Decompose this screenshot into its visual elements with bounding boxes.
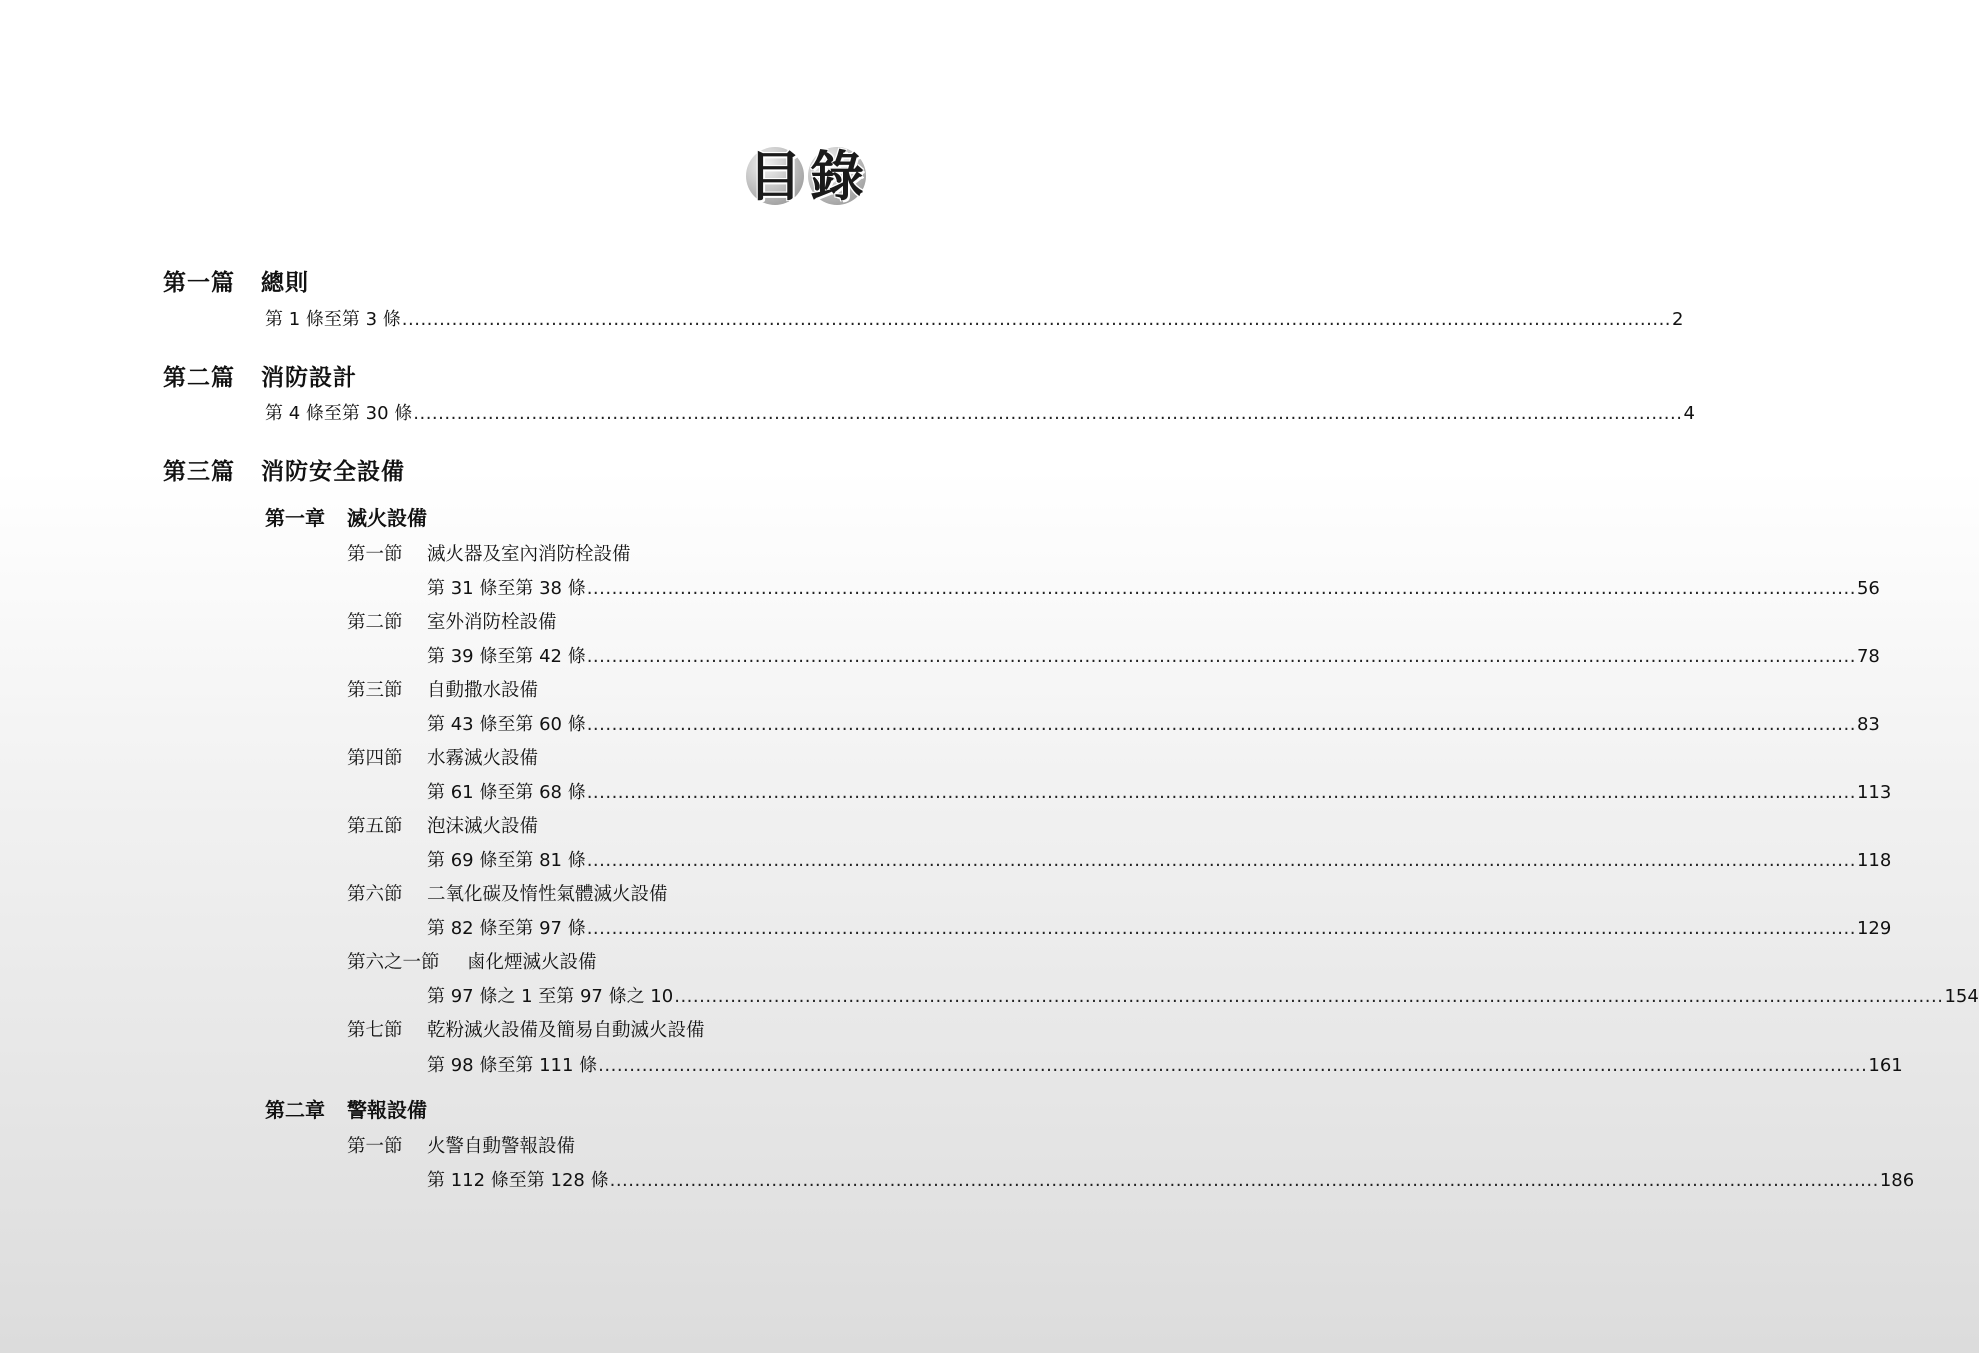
entry-label: 第 1 條至第 3 條 xyxy=(265,309,401,330)
entry-label: 第 112 條至第 128 條 xyxy=(427,1170,609,1191)
section-number: 第一節 xyxy=(347,1136,403,1157)
dot-leader: ............................................................................................................................................................................................................ xyxy=(586,646,1856,667)
chapter-number: 第二章 xyxy=(265,1098,325,1122)
page-number: 83 xyxy=(1856,714,1880,735)
entry-label: 第 82 條至第 97 條 xyxy=(427,918,586,939)
part-number: 第三篇 xyxy=(163,459,235,485)
chapter-heading xyxy=(265,502,427,531)
section-heading xyxy=(347,948,597,974)
dot-leader: ............................................................................................................................................................................................................ xyxy=(586,578,1856,599)
entry-label: 第 4 條至第 30 條 xyxy=(265,403,413,424)
section-heading xyxy=(347,880,668,906)
page-number: 113 xyxy=(1856,782,1892,803)
page-number: 118 xyxy=(1856,850,1892,871)
part-title: 消防安全設備 xyxy=(261,459,405,485)
title-char-2: 錄 xyxy=(810,145,864,208)
page-number: 56 xyxy=(1856,578,1880,599)
page-number: 129 xyxy=(1856,918,1892,939)
section-heading xyxy=(347,540,631,566)
page-number: 2 xyxy=(1672,309,1684,330)
chapter-number: 第一章 xyxy=(265,506,325,530)
section-number: 第五節 xyxy=(347,816,403,837)
part-title: 消防設計 xyxy=(261,365,357,391)
title-char-1: 目 xyxy=(748,145,802,208)
toc-entry[interactable] xyxy=(427,574,1880,600)
section-title: 滅火器及室內消防栓設備 xyxy=(427,544,631,565)
dot-leader: ............................................................................................................................................................................................................ xyxy=(586,850,1856,871)
chapter-title: 滅火設備 xyxy=(347,506,427,530)
entry-label: 第 69 條至第 81 條 xyxy=(427,850,586,871)
section-heading xyxy=(347,676,538,702)
section-title: 自動撒水設備 xyxy=(427,680,539,701)
chapter-title: 警報設備 xyxy=(347,1098,427,1122)
part-heading xyxy=(163,453,405,486)
dot-leader: ............................................................................................................................................................................................................ xyxy=(674,986,1944,1007)
toc-entry[interactable] xyxy=(427,642,1880,668)
page-number: 186 xyxy=(1879,1170,1915,1191)
section-title: 水霧滅火設備 xyxy=(427,748,539,769)
entry-label: 第 98 條至第 111 條 xyxy=(427,1055,598,1076)
section-heading xyxy=(347,744,538,770)
section-number: 第四節 xyxy=(347,748,403,769)
dot-leader: ............................................................................................................................................................................................................ xyxy=(609,1170,1879,1191)
part-heading xyxy=(163,264,309,297)
chapter-heading xyxy=(265,1094,427,1123)
page-number: 161 xyxy=(1868,1055,1903,1076)
toc-title-badge xyxy=(746,145,876,210)
section-heading xyxy=(347,812,538,838)
page-number: 78 xyxy=(1856,646,1880,667)
part-number: 第二篇 xyxy=(163,365,235,391)
section-title: 室外消防栓設備 xyxy=(427,612,557,633)
dot-leader: ............................................................................................................................................................................................................ xyxy=(598,1055,1868,1076)
section-heading xyxy=(347,608,557,634)
dot-leader: ............................................................................................................................................................................................................ xyxy=(586,714,1856,735)
section-number: 第二節 xyxy=(347,612,403,633)
section-title: 乾粉滅火設備及簡易自動滅火設備 xyxy=(427,1020,705,1041)
section-number: 第三節 xyxy=(347,680,403,701)
toc-entry[interactable] xyxy=(427,846,1892,872)
entry-label: 第 61 條至第 68 條 xyxy=(427,782,586,803)
part-number: 第一篇 xyxy=(163,270,235,296)
dot-leader: ............................................................................................................................................................................................................ xyxy=(413,403,1683,424)
page-number: 154 xyxy=(1944,986,1979,1007)
section-number: 第六節 xyxy=(347,884,403,905)
entry-label: 第 97 條之 1 至第 97 條之 10 xyxy=(427,986,674,1007)
toc-entry[interactable] xyxy=(265,399,1695,425)
entry-label: 第 31 條至第 38 條 xyxy=(427,578,586,599)
toc-entry[interactable] xyxy=(427,710,1880,736)
section-title: 泡沫滅火設備 xyxy=(427,816,539,837)
entry-label: 第 43 條至第 60 條 xyxy=(427,714,586,735)
section-title: 鹵化煙滅火設備 xyxy=(467,952,597,973)
part-heading xyxy=(163,359,357,392)
dot-leader: ............................................................................................................................................................................................................ xyxy=(401,309,1672,330)
page-number: 4 xyxy=(1683,403,1695,424)
toc-entry[interactable] xyxy=(427,982,1979,1008)
section-heading xyxy=(347,1016,705,1042)
section-number: 第七節 xyxy=(347,1020,403,1041)
section-number: 第一節 xyxy=(347,544,403,565)
toc-entry[interactable] xyxy=(427,778,1892,804)
section-title: 火警自動警報設備 xyxy=(427,1136,576,1157)
toc-entry[interactable] xyxy=(265,305,1684,331)
toc-entry[interactable] xyxy=(427,1051,1903,1077)
dot-leader: ............................................................................................................................................................................................................ xyxy=(586,782,1856,803)
toc-entry[interactable] xyxy=(427,1166,1915,1192)
toc-entry[interactable] xyxy=(427,914,1892,940)
section-number: 第六之一節 xyxy=(347,952,440,973)
section-heading xyxy=(347,1132,575,1158)
dot-leader: ............................................................................................................................................................................................................ xyxy=(586,918,1856,939)
section-title: 二氧化碳及惰性氣體滅火設備 xyxy=(427,884,668,905)
entry-label: 第 39 條至第 42 條 xyxy=(427,646,586,667)
part-title: 總則 xyxy=(261,270,309,296)
